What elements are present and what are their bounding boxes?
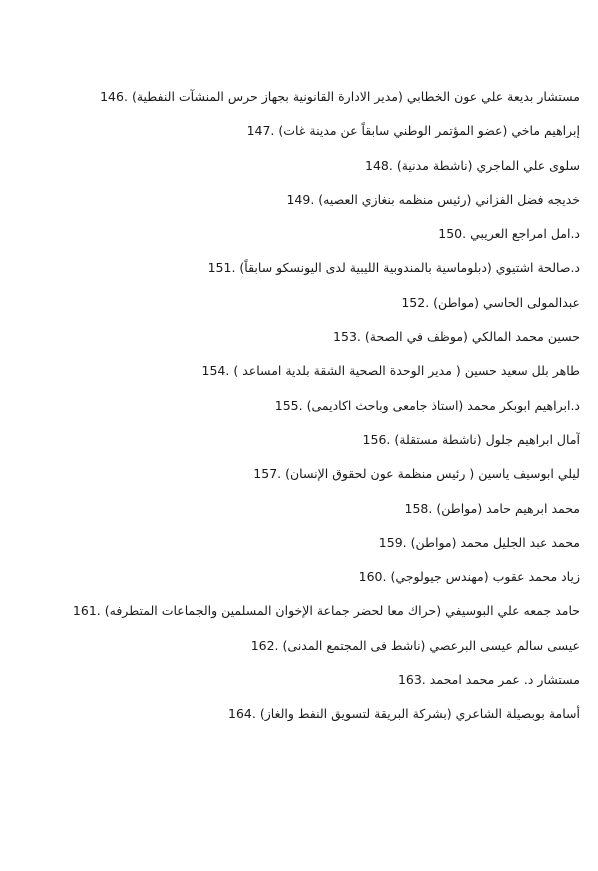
entry-text: عبدالمولى الحاسي (مواطن) [433,294,580,310]
list-item [5,629,580,663]
entry-text: محمد ابرهيم حامد (مواطن) [436,500,580,516]
entry-text: ليلي ابوسيف ياسين ( رئيس منظمة عون لحقوق الإنسان) [285,466,580,482]
list-item [5,457,580,491]
entry-text: سلوى علي الماجري (ناشطة مدنية) [396,157,580,173]
entry-text: زياد محمد عقوب (مهندس جيولوجي) [390,569,580,585]
entry-number: 148. [365,157,393,173]
list-item [5,526,580,560]
entry-number: 161. [72,603,101,619]
entry-number: 154. [201,363,230,379]
list-item [5,251,580,285]
list-item [5,320,580,354]
list-item [5,697,580,731]
list-item [5,389,580,423]
list-item [5,594,580,628]
entry-text: حامد جمعه علي البوسيفي (حراك معا لحضر جماعة الإخوان المسلمين والجماعات المتطرفه) [104,603,580,619]
entry-text: محمد عبد الجليل محمد (مواطن) [410,534,580,550]
entry-number: 155. [274,397,303,413]
entry-text: طاهر بلل سعيد حسين ( مدير الوحدة الصحية الشقة بلدية امساعد ) [233,363,580,379]
entry-number: 146. [100,89,128,104]
entry-number: 159. [378,534,407,550]
entry-number: 153. [333,329,361,345]
entry-number: 156. [362,431,391,447]
list-item [5,286,580,320]
list-item [5,183,580,217]
entry-text: مستشار د. عمر محمد امحمد [429,672,580,688]
entry-number: 162. [250,637,279,653]
entry-number: 157. [253,466,282,482]
signatory-list [5,80,580,732]
entry-text: عيسى سالم عيسى البرعصي (ناشط فى المجتمع المدنى) [282,637,580,653]
entry-number: 160. [358,569,387,585]
entry-number: 164. [228,706,256,722]
entry-number: 163. [397,672,426,688]
entry-number: 147. [246,123,275,139]
list-item [5,423,580,457]
entry-text: إبراهيم ماخي (عضو المؤتمر الوطني سابقاً عن مدينة غات) [278,123,580,139]
entry-number: 151. [207,260,236,276]
list-item [5,149,580,183]
list-item [5,492,580,526]
entry-text: د.صالحة اشتيوي (دبلوماسية بالمندوبية الليبية لدى اليونسكو سابقاً) [239,260,580,276]
entry-number: 150. [438,226,467,242]
entry-number: 149. [286,191,315,207]
entry-text: د.ابراهيم ابوبكر محمد (استاذ جامعى وباحث اكاديمى) [306,397,580,413]
entry-number: 152. [401,294,430,310]
entry-text: مستشار بديعة علي عون الخطابي (مدير الادارة القانونية بجهاز حرس المنشآت النفطية) [131,89,580,104]
list-item [5,114,580,148]
entry-text: أسامة بوبصيلة الشاعري (بشركة البريقة لتسويق النفط والغاز) [259,706,580,722]
list-item [5,560,580,594]
entry-number: 158. [404,500,433,516]
list-item [5,217,580,251]
entry-text: حسين محمد المالكي (موظف في الصحة) [364,329,580,345]
list-item [5,354,580,388]
entry-text: آمال ابراهيم جلول (ناشطة مستقلة) [394,431,580,447]
entry-text: د.امل امراجع العريبي [470,226,580,242]
list-item [5,663,580,697]
list-item [5,80,580,114]
entry-text: خديجه فضل الفزاني (رئيس منظمه بنغازي العصيه) [318,191,580,207]
